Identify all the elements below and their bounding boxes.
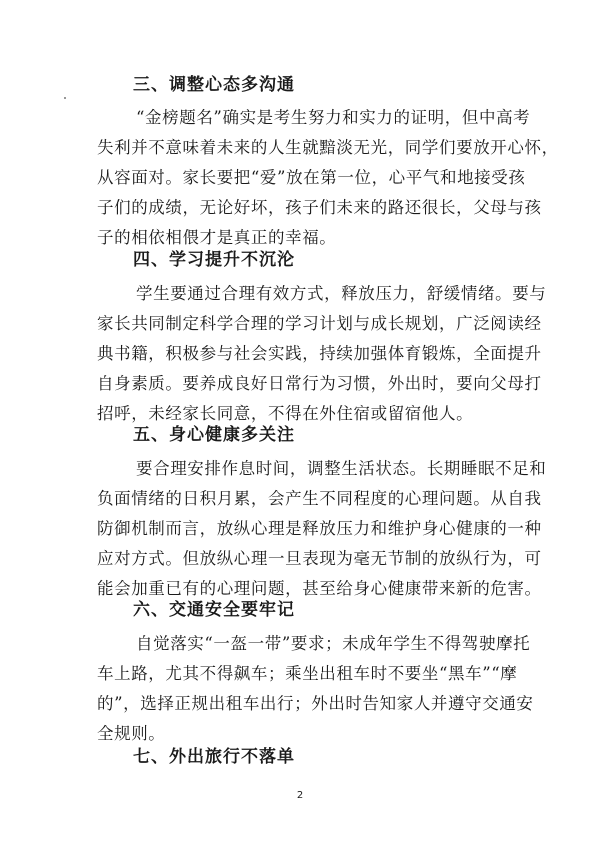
paragraph-line: 家长共同制定科学合理的学习计划与成长规划，广泛阅读经 [97,314,542,333]
paragraph-line: 子的相依相偎才是真正的幸福。 [97,228,337,247]
scan-speck [64,97,66,99]
paragraph-line: 应对方式。但放纵心理一旦表现为毫无节制的放纵行为，可 [97,549,542,568]
paragraph-line: “金榜题名”确实是考生努力和实力的证明，但中高考 [136,108,531,127]
paragraph-line: 要合理安排作息时间，调整生活状态。长期睡眠不足和 [136,459,547,478]
paragraph-line: 子们的成绩，无论好坏，孩子们未来的路还很长，父母与孩 [97,198,542,217]
paragraph-line: 车上路，尤其不得飙车；乘坐出租车时不要坐“黑车”“摩 [97,664,518,683]
section-heading-4: 四、学习提升不沉沦 [133,250,295,270]
paragraph-line: 自觉落实“一盔一带”要求；未成年学生不得驾驶摩托 [136,634,531,653]
section-heading-6: 六、交通安全要牢记 [133,600,295,620]
paragraph-line: 学生要通过合理有效方式，释放压力，舒缓情绪。要与 [136,284,547,303]
paragraph-line: 全规则。 [97,724,166,743]
section-heading-7: 七、外出旅行不落单 [133,747,295,767]
paragraph-line: 能会加重已有的心理问题，甚至给身心健康带来新的危害。 [97,579,542,598]
section-heading-5: 五、身心健康多关注 [133,425,295,445]
page-number: 2 [296,790,304,801]
paragraph-line: 负面情绪的日积月累，会产生不同程度的心理问题。从自我 [97,489,542,508]
paragraph-line: 自身素质。要养成良好日常行为习惯，外出时，要向父母打 [97,374,542,393]
paragraph-line: 招呼，未经家长同意，不得在外住宿或留宿他人。 [97,404,474,423]
paragraph-line: 的”，选择正规出租车出行；外出时告知家人并遵守交通安 [97,694,534,713]
paragraph-line: 失利并不意味着未来的人生就黯淡无光，同学们要放开心怀， [97,138,559,157]
paragraph-line: 从容面对。家长要把“爱”放在第一位，心平气和地接受孩 [97,168,526,187]
paragraph-line: 典书籍，积极参与社会实践，持续加强体育锻炼，全面提升 [97,344,542,363]
section-heading-3: 三、调整心态多沟通 [133,75,295,95]
paragraph-line: 防御机制而言，放纵心理是释放压力和维护身心健康的一种 [97,519,542,538]
